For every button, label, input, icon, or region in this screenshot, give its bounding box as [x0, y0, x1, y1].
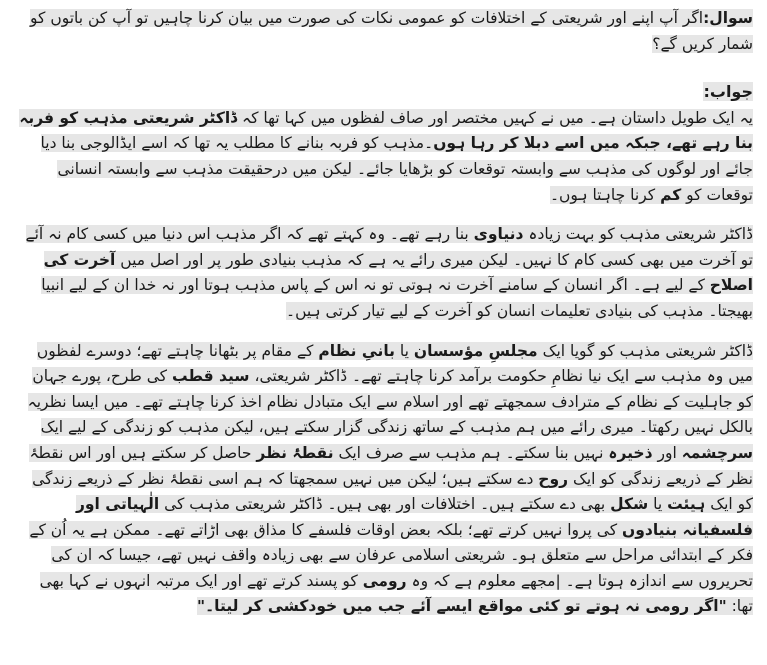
p3-bold-12: "اگر رومی نہ ہوتے تو کئی مواقع ایسے آئے جب میں خودکشی کر لیتا۔" — [197, 597, 727, 616]
p3-text-h: حاصل کر سکتے ہیں اور اس نقطۂ نظر کے ذریعے زندگی کو ایک — [29, 443, 753, 488]
p1-text-a: یہ ایک طویل داستان ہے۔ میں نے کہیں مختصر اور صاف لفظوں میں کہا تھا کہ — [237, 108, 753, 127]
p3-text-g: نہیں بنا سکتے۔ ہم مذہب سے صرف ایک — [333, 443, 609, 462]
paragraph-1-body — [19, 109, 753, 204]
p3-text-d: کے مقام پر بٹھانا چاہتے تھے؛ دوسرے لفظوں میں وہ مذہب سے ایک نیا نظامِ حکومت برآمد کرنا چاہتے تھے۔ ڈاکٹر شریعتی، — [36, 341, 753, 386]
p1-text-d: کرنا چاہتا ہوں۔ — [549, 185, 661, 204]
answer-paragraph-1 — [14, 106, 753, 208]
p3-text-c: یا — [394, 341, 414, 360]
p1-bold-2: کم — [660, 185, 682, 204]
answer-paragraph-2 — [14, 222, 753, 324]
spacer — [14, 57, 753, 79]
p3-bold-2: بانیِ نظام — [318, 341, 395, 360]
p2-text-c: بنا رہے تھے۔ وہ کہتے تھے کہ اگر مذہب اس دنیا میں کسی کام نہ آئے تو آخرت میں بھی کسی کام کا نہیں۔ لیکن میری رائے یہ ہے کہ مذہب بنیادی طور پر اور اصل میں — [25, 225, 753, 269]
p3-text-e: کی طرح، پورے جہان کو جاہلیت کے نظام کے مترادف سمجھتے تھے اور اسلام سے ایک متبادل نظام اخذ کرنا چاہتے تھے۔ میں ایسا نظریہ بالکل نہیں رکھتا۔ میری رائے میں ہم مذہب کے ساتھ زندگی گزار سکتے ہیں، لیکن مذہب کو زندگی کے لیے ایک — [27, 367, 753, 437]
question-label: سوال: — [703, 9, 753, 27]
paragraph-3-body — [28, 342, 753, 616]
p3-bold-1: مجلسِ مؤسسان — [413, 341, 538, 360]
p3-bold-8: ہیئت — [667, 495, 706, 514]
p3-text-m: کو پسند کرتے تھے اور ایک مرتبہ انہوں نے کہا بھی تھا: — [39, 571, 753, 616]
p3-bold-5: ذخیرہ — [608, 443, 653, 462]
paragraph-2-body — [26, 225, 753, 320]
p3-text-l: کی پروا نہیں کرتے تھے؛ بلکہ بعض اوقات فلسفے کا مذاق بھی اڑاتے تھے۔ ممکن ہے یہ اُن کے فکر کے ابتدائی مراحل سے متعلق ہو۔ شریعتی اسلامی عرفان سے بھی زیادہ واقف نہیں تھے، جیسا کہ ان کی تحریروں سے اندازہ ہوتا ہے۔ |مجھے معلوم ہے کہ وہ — [29, 520, 753, 590]
question-text-highlight — [30, 9, 753, 53]
p3-text-k: بھی دے سکتے ہیں۔ اختلافات اور بھی ہیں۔ ڈاکٹر شریعتی مذہب کی — [159, 495, 611, 514]
p3-bold-10: الٰہیاتی اور فلسفیانہ بنیادوں — [76, 495, 753, 539]
answer-label-line — [14, 79, 753, 106]
question-text: اگر آپ اپنے اور شریعتی کے اختلافات کو عمومی نکات کی صورت میں بیان کرنا چاہیں تو آپ کن باتوں کو شمار کریں گے؟ — [30, 9, 753, 53]
p3-text-a: ڈاکٹر شریعتی مذہب کو گویا ایک — [537, 341, 753, 360]
p3-bold-7: روح — [538, 469, 569, 488]
p2-bold-2: آخرت کی اصلاح — [43, 250, 753, 295]
p2-bold-1: دنیاوی — [473, 225, 524, 244]
p3-bold-6: نقطۂ نظر — [256, 443, 334, 462]
p3-bold-3: سید قطب — [171, 367, 250, 386]
p3-text-f: اور — [652, 443, 682, 462]
p3-bold-9: شکل — [610, 495, 649, 514]
p2-text-a: ڈاکٹر شریعتی مذہب کو بہت زیادہ — [523, 225, 753, 244]
answer-paragraph-3 — [14, 339, 753, 621]
p1-bold-1: ڈاکٹر شریعتی مذہب کو فربہ بنا رہے تھے، جبکہ میں اسے دبلا کر رہا ہوں — [19, 108, 753, 153]
answer-label: جواب: — [703, 82, 753, 102]
question-paragraph — [14, 6, 753, 57]
p1-text-c: ۔مذہب کو فربہ بنانے کا مطلب یہ تھا کہ اسے ایڈالوجی بنا دیا جائے اور لوگوں کی مذہب سے وابستہ توقعات کو بڑھایا جائے۔ لیکن میں درحقیقت مذہب سے وابستہ انسانی توقعات کو — [40, 134, 753, 204]
p3-text-j: یا — [648, 495, 668, 514]
p3-text-i: دے سکتے ہیں؛ لیکن میں نہیں سمجھتا کہ ہم اسی نقطۂ نظر کے ذریعے زندگی کو ایک — [32, 469, 753, 514]
p2-text-d: کے لیے ہے۔ اگر انسان کے سامنے آخرت نہ ہوتی تو نہ اس کے پاس مذہب ہوتا اور نہ خدا ان کے لیے انبیا بھیجتا۔ مذہب کی بنیادی تعلیمات انسان کو آخرت کے لیے تیار کرتی ہیں۔ — [41, 276, 753, 320]
p3-bold-4: سرچشمہ — [681, 443, 753, 462]
p3-bold-11: رومی — [362, 571, 407, 590]
